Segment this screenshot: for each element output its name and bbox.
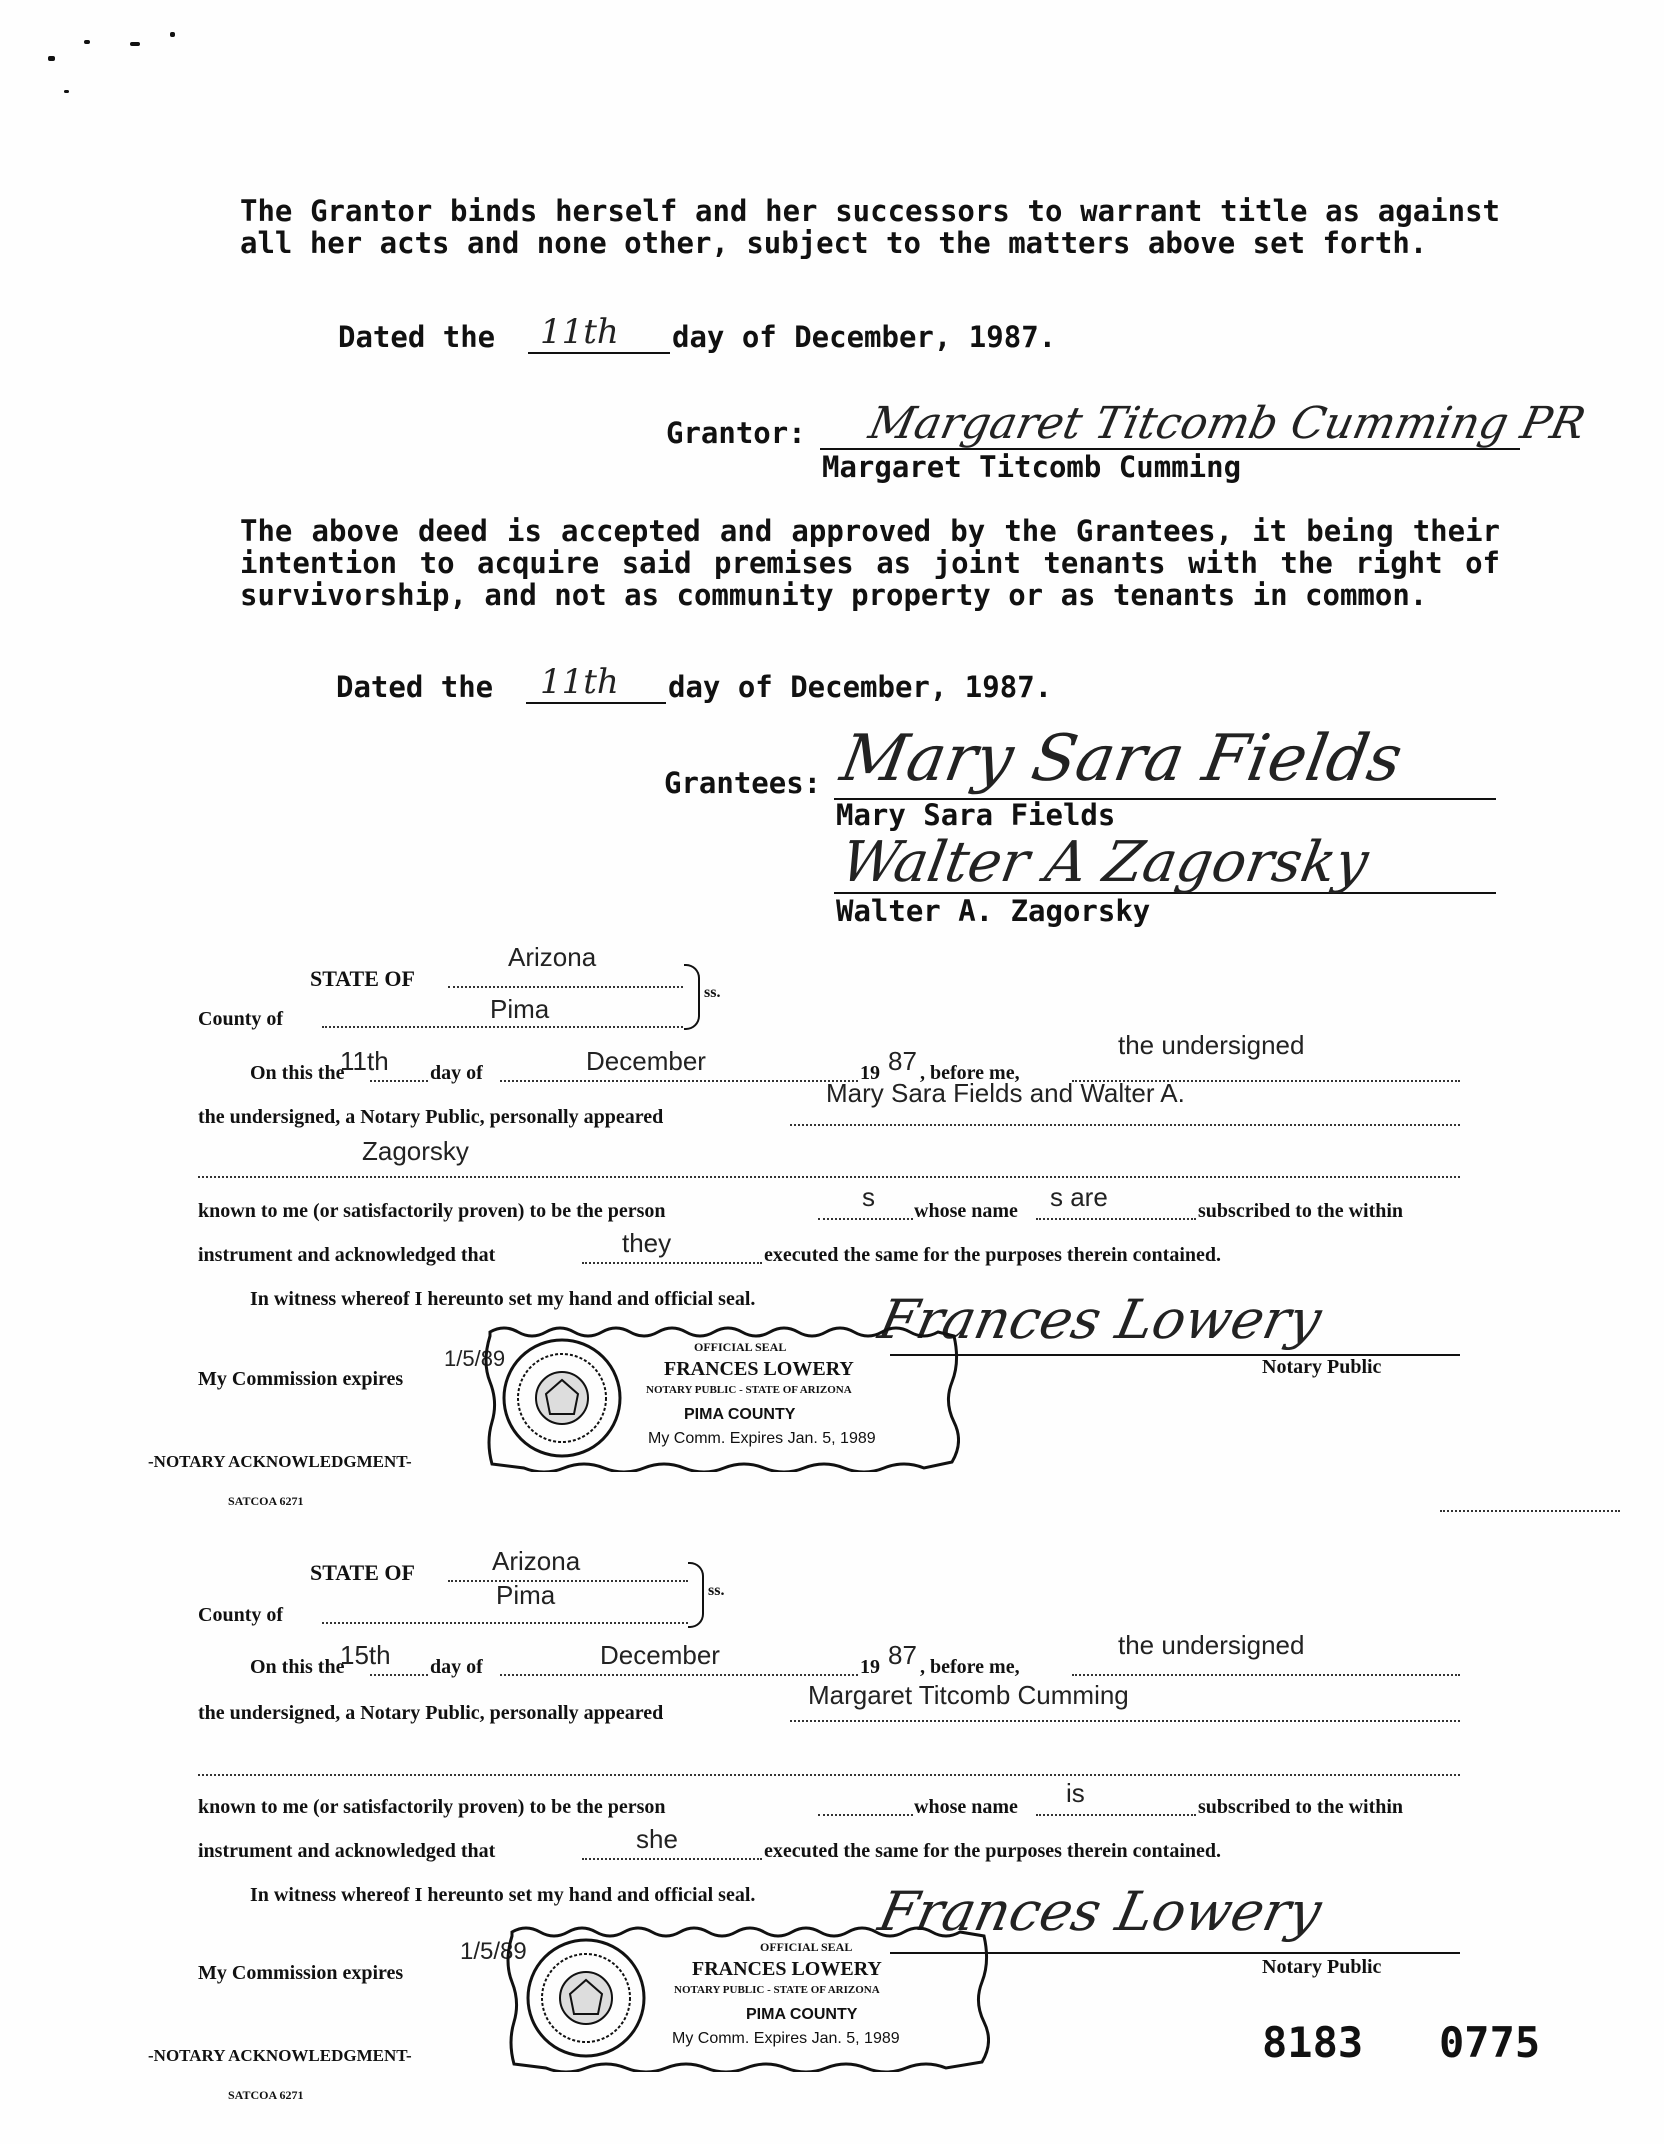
n1-person-suffix: s xyxy=(862,1182,875,1212)
grantor-day-line xyxy=(528,352,670,354)
n2-name-suffix: is xyxy=(1066,1778,1085,1808)
n1-whose-name: whose name xyxy=(914,1200,1018,1222)
n1-county-label: County of xyxy=(198,1008,284,1030)
n1-instrument: instrument and acknowledged that xyxy=(198,1244,496,1266)
warranty-clause: The Grantor binds herself and her successors to warrant title as against all her acts and none other, subject to the matters above set forth. xyxy=(240,194,1500,260)
n2-appeared-label: the undersigned, a Notary Public, personally appeared xyxy=(198,1702,664,1724)
n2-seal-border-icon xyxy=(506,1922,990,2072)
scan-speck xyxy=(84,40,90,44)
n2-seal-expires: My Comm. Expires Jan. 5, 1989 xyxy=(672,2030,900,2047)
scan-speck xyxy=(170,32,175,37)
n2-day-dots xyxy=(370,1674,428,1676)
n1-persons-line1: Mary Sara Fields and Walter A. xyxy=(826,1078,1185,1108)
grantee2-printed-name: Walter A. Zagorsky xyxy=(836,894,1151,928)
n1-notary-public: Notary Public xyxy=(1262,1356,1382,1378)
grantee1-printed-name: Mary Sara Fields xyxy=(836,798,1116,832)
n1-notary-ack: -NOTARY ACKNOWLEDGMENT- xyxy=(148,1452,412,1471)
n1-subscribed: subscribed to the within xyxy=(1198,1200,1404,1222)
n1-state-value: Arizona xyxy=(508,942,597,972)
n2-notary-seal xyxy=(506,1922,990,2072)
n2-commission-label: My Commission expires xyxy=(198,1962,404,1984)
n2-witness: In witness whereof I hereunto set my hand and official seal. xyxy=(250,1884,756,1906)
n1-before-me: , before me, xyxy=(920,1062,1020,1084)
n2-executed: executed the same for the purposes therein contained. xyxy=(764,1840,1221,1862)
n2-pronoun: she xyxy=(636,1824,678,1854)
n2-bracket xyxy=(688,1562,704,1628)
n1-appeared-label: the undersigned, a Notary Public, personally appeared xyxy=(198,1106,664,1128)
grantee2-signature: Walter A Zagorsky xyxy=(836,830,1374,895)
n2-state-value: Arizona xyxy=(492,1546,581,1576)
n1-seal-county: PIMA COUNTY xyxy=(684,1406,796,1423)
n1-day-value: 11th xyxy=(340,1046,389,1076)
grantees-day-line xyxy=(526,702,666,704)
n1-day-of: day of xyxy=(430,1062,483,1084)
grantee1-signature: Mary Sara Fields xyxy=(835,722,1408,796)
n2-persons-dots xyxy=(790,1720,1460,1722)
n2-month-value: December xyxy=(600,1640,720,1670)
n2-officer-value: the undersigned xyxy=(1118,1630,1305,1660)
n2-day-of: day of xyxy=(430,1656,483,1678)
n1-county-value: Pima xyxy=(490,994,550,1024)
n1-seal-name: FRANCES LOWERY xyxy=(664,1358,854,1380)
n2-whose-name: whose name xyxy=(914,1796,1018,1818)
n2-officer-dots xyxy=(1072,1674,1460,1676)
recording-number: 8183 0775 xyxy=(1262,2018,1541,2067)
n1-year-value: 87 xyxy=(888,1046,917,1076)
n1-day-dots xyxy=(370,1080,428,1082)
n2-nineteen: 19 xyxy=(860,1656,880,1678)
scan-speck xyxy=(64,90,69,93)
n1-seal-title: OFFICIAL SEAL xyxy=(694,1340,787,1354)
n1-person-dots xyxy=(818,1218,913,1220)
n2-notary-ack: -NOTARY ACKNOWLEDGMENT- xyxy=(148,2046,412,2065)
grantees-day-handwritten: 11th xyxy=(540,662,619,702)
n1-executed: executed the same for the purposes therein contained. xyxy=(764,1244,1221,1266)
n1-county-dots xyxy=(322,1026,683,1028)
n2-subscribed: subscribed to the within xyxy=(1198,1796,1404,1818)
n2-year-value: 87 xyxy=(888,1640,917,1670)
n2-person-dots xyxy=(818,1814,913,1816)
n1-commission-expires: 1/5/89 xyxy=(444,1346,506,1371)
n2-persons-dots2 xyxy=(198,1774,1460,1776)
n1-known-label: known to me (or satisfactorily proven) to be the person xyxy=(198,1200,666,1222)
n2-commission-expires: 1/5/89 xyxy=(460,1938,527,1965)
n1-witness: In witness whereof I hereunto set my hand and official seal. xyxy=(250,1288,756,1310)
n1-notary-seal xyxy=(484,1322,960,1472)
grantees-dated-prefix: Dated the xyxy=(336,670,494,704)
n1-pronoun-dots xyxy=(582,1262,762,1264)
scan-speck xyxy=(48,56,55,61)
n2-county-dots xyxy=(322,1622,688,1624)
n2-seal-county: PIMA COUNTY xyxy=(746,2006,858,2023)
n1-state-label: STATE OF xyxy=(310,966,415,991)
n2-notary-public: Notary Public xyxy=(1262,1956,1382,1978)
n2-ss: ss. xyxy=(708,1582,725,1599)
n2-notary-signature: Frances Lowery xyxy=(873,1880,1327,1943)
scan-speck xyxy=(130,42,140,46)
n2-day-value: 15th xyxy=(340,1640,391,1670)
n2-state-dots xyxy=(448,1580,688,1582)
n2-county-label: County of xyxy=(198,1604,284,1626)
n2-month-dots xyxy=(500,1674,858,1676)
n2-name-dots xyxy=(1036,1814,1196,1816)
grantor-dated-suffix: day of December, 1987. xyxy=(672,320,1057,354)
n1-seal-role: NOTARY PUBLIC - STATE OF ARIZONA xyxy=(646,1384,852,1396)
n1-seal-expires: My Comm. Expires Jan. 5, 1989 xyxy=(648,1430,876,1447)
n1-persons-dots2 xyxy=(198,1176,1460,1178)
n2-form-code: SATCOA 6271 xyxy=(228,2088,304,2102)
n1-on-this-the: On this the xyxy=(250,1062,345,1084)
n1-month-dots xyxy=(500,1080,858,1082)
n2-county-value: Pima xyxy=(496,1580,556,1610)
n1-form-code: SATCOA 6271 xyxy=(228,1494,304,1508)
n1-persons-dots xyxy=(790,1124,1460,1126)
n1-notary-signature: Frances Lowery xyxy=(873,1288,1327,1351)
n2-on-this-the: On this the xyxy=(250,1656,345,1678)
grantor-day-handwritten: 11th xyxy=(540,312,619,352)
grantor-printed-name: Margaret Titcomb Cumming xyxy=(822,450,1242,484)
section-divider xyxy=(1440,1510,1620,1512)
n1-name-dots xyxy=(1036,1218,1196,1220)
n2-known-label: known to me (or satisfactorily proven) to be the person xyxy=(198,1796,666,1818)
n2-seal-title: OFFICIAL SEAL xyxy=(760,1940,853,1954)
n1-nineteen: 19 xyxy=(860,1062,880,1084)
n2-seal-role: NOTARY PUBLIC - STATE OF ARIZONA xyxy=(674,1984,880,1996)
n2-instrument: instrument and acknowledged that xyxy=(198,1840,496,1862)
n2-seal-name: FRANCES LOWERY xyxy=(692,1958,882,1980)
n2-pronoun-dots xyxy=(582,1858,762,1860)
n1-month-value: December xyxy=(586,1046,706,1076)
acceptance-clause: The above deed is accepted and approved by the Grantees, it being their intention to acquire said premises as joint tenants with the right of survivorship, and not as community property or as tenants in common. xyxy=(240,514,1500,612)
n2-persons-line1: Margaret Titcomb Cumming xyxy=(808,1680,1129,1710)
n1-commission-label: My Commission expires xyxy=(198,1368,404,1390)
grantees-label: Grantees: xyxy=(664,766,822,800)
grantor-dated-prefix: Dated the xyxy=(338,320,496,354)
n1-pronoun: they xyxy=(622,1228,672,1258)
n1-officer-value: the undersigned xyxy=(1118,1030,1305,1060)
grantees-dated-suffix: day of December, 1987. xyxy=(668,670,1053,704)
n1-ss: ss. xyxy=(704,984,721,1001)
n2-state-label: STATE OF xyxy=(310,1560,415,1585)
n2-before-me: , before me, xyxy=(920,1656,1020,1678)
grantor-signature: Margaret Titcomb Cumming PR xyxy=(864,398,1590,449)
n1-bracket xyxy=(684,964,700,1030)
grantor-label: Grantor: xyxy=(666,416,806,450)
n1-name-suffix: s are xyxy=(1050,1182,1108,1212)
n1-state-dots xyxy=(448,986,683,988)
n1-persons-line2: Zagorsky xyxy=(362,1136,469,1166)
